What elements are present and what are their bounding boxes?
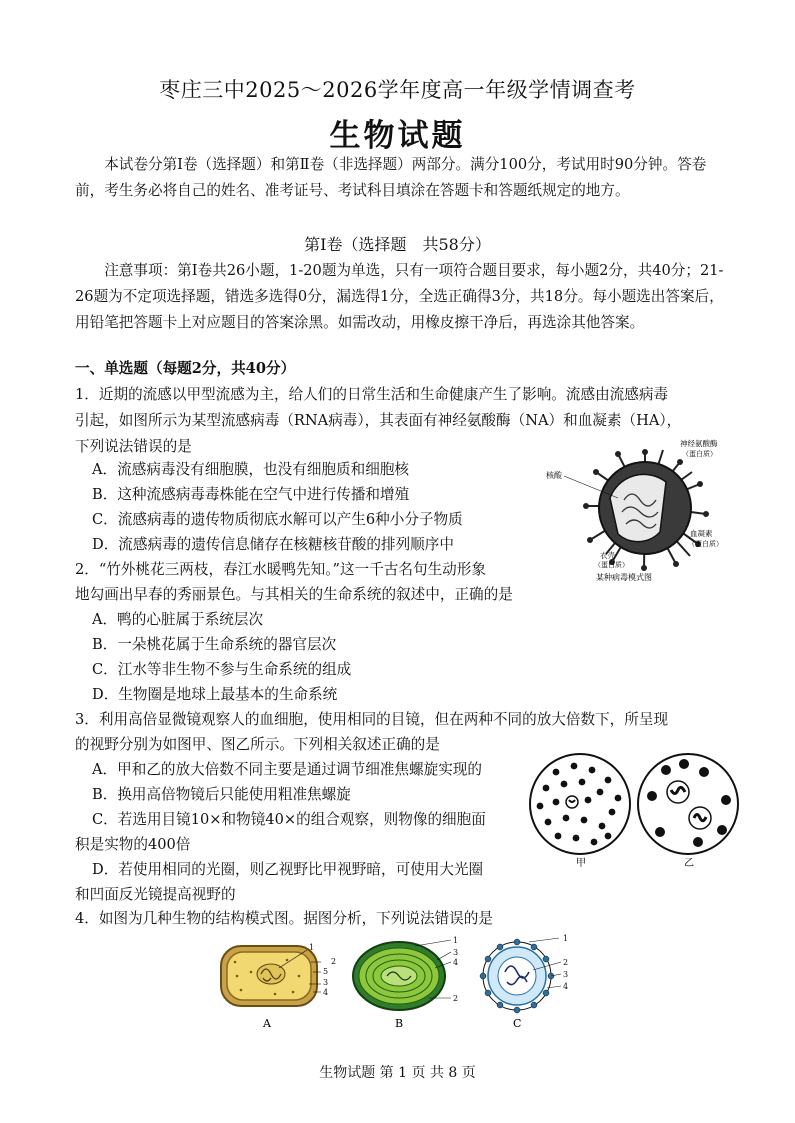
q2-option-d: D．生物圈是地球上最基本的生命系统 <box>92 686 338 703</box>
q1-option-a: A．流感病毒没有细胞膜，也没有细胞质和细胞核 <box>92 461 410 478</box>
virus-cutaway-icon <box>610 474 666 541</box>
field-label-jia: 甲 <box>576 858 586 869</box>
a-num-4: 4 <box>323 988 329 997</box>
q3-stem-line1: 3．利用高倍显微镜观察人的血细胞，使用相同的目镜，但在两种不同的放大倍数下，所呈现 <box>75 711 669 728</box>
q3-option-d-line2: 和凹面反光镜提高视野的 <box>75 886 236 903</box>
q3-option-a: A．甲和乙的放大倍数不同主要是通过调节细准焦螺旋实现的 <box>92 761 482 778</box>
field-label-yi: 乙 <box>684 858 694 869</box>
label-na: 神经氨酸酶 <box>680 439 718 448</box>
part-heading: 一、单选题（每题2分，共40分） <box>75 360 296 377</box>
field-yi-icon <box>638 754 738 854</box>
q1-stem-line3: 下列说法错误的是 <box>75 438 192 455</box>
q1-option-c: C．流感病毒的遗传物质彻底水解可以产生6种小分子物质 <box>92 511 463 528</box>
cell-a-icon <box>221 943 336 1030</box>
q2-option-c: C．江水等非生物不参与生命系统的组成 <box>92 661 352 678</box>
label-capsid: 衣壳 <box>600 551 615 560</box>
section-title: 第Ⅰ卷（选择题 共58分） <box>304 235 491 254</box>
q1-option-d: D．流感病毒的遗传信息储存在核糖核苷酸的排列顺序中 <box>92 536 454 553</box>
label-capsid-sub: （蛋白质） <box>594 561 629 569</box>
q2-stem-line1: 2．“竹外桃花三两枝，春江水暖鸭先知。”这一千古名句生动形象 <box>75 561 486 578</box>
q4-stem: 4．如图为几种生物的结构模式图。据图分析，下列说法错误的是 <box>75 910 493 927</box>
a-num-5: 5 <box>323 967 329 976</box>
virus-figure-caption: 某种病毒模式图 <box>596 573 652 582</box>
exam-title: 枣庄三中2025～2026学年度高一年级学情调查考 <box>159 78 636 102</box>
b-num-3: 3 <box>453 948 459 957</box>
a-num-2: 2 <box>331 957 337 966</box>
q1-stem-line2: 引起，如图所示为某型流感病毒（RNA病毒），其表面有神经氨酸酶（NA）和血凝素（HA）， <box>75 412 682 429</box>
label-c: C <box>513 1017 522 1030</box>
q2-option-b: B．一朵桃花属于生命系统的器官层次 <box>92 636 337 653</box>
c-num-4: 4 <box>563 982 569 991</box>
q3-option-c-line1: C．若选用目镜10×和物镜40×的组合观察，则物像的细胞面 <box>92 811 486 828</box>
q3-option-c-line2: 积是实物的400倍 <box>75 836 191 853</box>
c-num-1: 1 <box>563 934 569 943</box>
label-na-sub: （蛋白质） <box>682 450 717 458</box>
c-num-2: 2 <box>563 958 569 967</box>
microscope-fields <box>526 750 746 870</box>
page-footer: 生物试题 第 1 页 共 8 页 <box>319 1065 476 1081</box>
label-b: B <box>395 1017 404 1030</box>
b-num-1: 1 <box>453 936 459 945</box>
label-a: A <box>263 1017 271 1030</box>
q2-option-a: A．鸭的心脏属于系统层次 <box>92 611 264 628</box>
organism-diagrams <box>215 932 585 1037</box>
q1-option-b: B．这种流感病毒毒株能在空气中进行传播和增殖 <box>92 486 410 503</box>
q3-option-b: B．换用高倍物镜后只能使用粗准焦螺旋 <box>92 786 351 803</box>
q3-stem-line2: 的视野分别为如图甲、图乙所示。下列相关叙述正确的是 <box>75 736 440 753</box>
a-num-1: 1 <box>309 943 315 952</box>
cell-b-icon <box>353 936 458 1030</box>
label-ha-sub: （蛋白质） <box>688 540 723 548</box>
q3-option-d-line1: D．若使用相同的光圈，则乙视野比甲视野暗，可使用大光圈 <box>92 861 484 878</box>
a-num-3: 3 <box>323 978 329 987</box>
field-jia-icon <box>530 754 630 854</box>
q2-stem-line2: 地勾画出早春的秀丽景色。与其相关的生命系统的叙述中，正确的是 <box>75 586 513 603</box>
b-num-2: 2 <box>453 994 459 1003</box>
q1-stem-line1: 1．近期的流感以甲型流感为主，给人们的日常生活和生命健康产生了影响。流感由流感病毒 <box>75 386 669 403</box>
label-nucleic: 核酸 <box>546 471 562 480</box>
c-num-3: 3 <box>563 970 569 979</box>
subject-title: 生物试题 <box>329 118 466 154</box>
notice-paragraph: 注意事项：第Ⅰ卷共26小题，1-20题为单选，只有一项符合题目要求，每小题2分，共40分；21-26题为不定项选择题，错选多选得0分，漏选得1分，全选正确得3分，共18分。每小题选出答案后，用铅笔把答题卡上对应题目的答案涂黑。如需改动，用橡皮擦干净后，再选涂其他答案。 <box>75 262 724 331</box>
intro-paragraph: 本试卷分第Ⅰ卷（选择题）和第Ⅱ卷（非选择题）两部分。满分100分，考试用时90分钟。答卷前，考生务必将自己的姓名、准考证号、考试科目填涂在答题卡和答题纸规定的地方。 <box>75 156 707 199</box>
virus-c-icon <box>480 934 568 1030</box>
b-num-4: 4 <box>453 958 459 967</box>
label-ha: 血凝素 <box>690 529 713 538</box>
